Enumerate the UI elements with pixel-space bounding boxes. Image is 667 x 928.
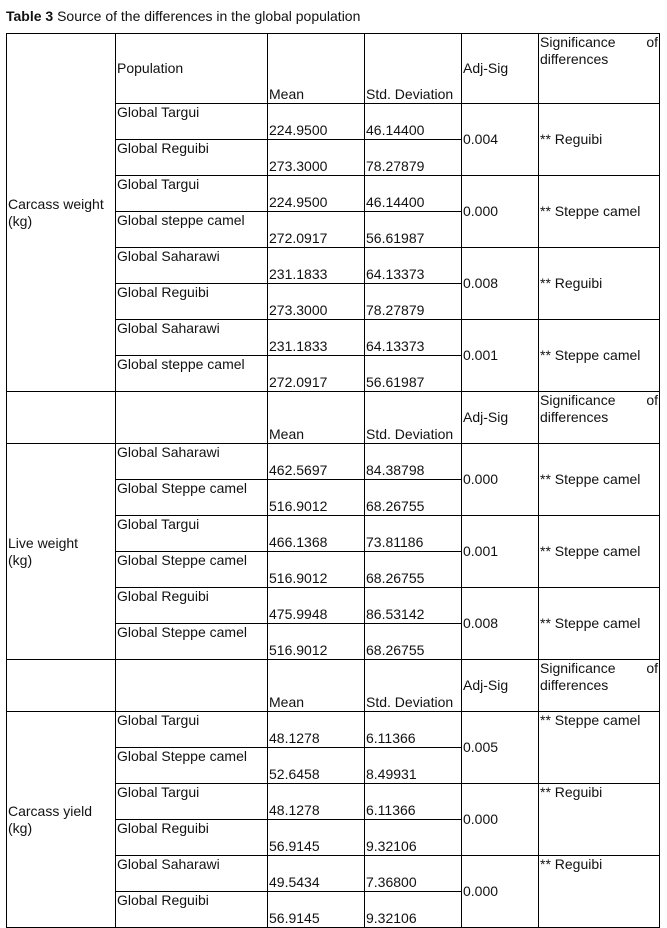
significance-header-word: Significance [540,392,616,408]
mean-cell: 462.5697 [268,444,365,480]
std-cell: 68.26755 [365,624,462,660]
significance-header-differences: differences [540,51,609,67]
adj-sig-header: Adj-Sig [462,660,539,712]
std-cell: 9.32106 [365,820,462,856]
adj-sig-cell: 0.001 [462,516,539,588]
population-cell: Global Steppe camel [116,748,268,784]
significance-header-of: of [646,34,658,50]
std-cell: 64.13373 [365,248,462,284]
mean-cell: 516.9012 [268,624,365,660]
header-row [7,660,660,712]
adj-sig-cell: 0.000 [462,856,539,928]
table-row [7,712,660,748]
population-cell: Global Saharawi [116,856,268,892]
significance-cell: ** Steppe camel [539,588,660,660]
adj-sig-cell: 0.000 [462,784,539,856]
mean-cell: 231.1833 [268,248,365,284]
adj-sig-header: Adj-Sig [462,392,539,444]
population-cell: Global steppe camel [116,212,268,248]
std-cell: 9.32106 [365,892,462,928]
adj-sig-cell: 0.000 [462,176,539,248]
population-cell: Global Steppe camel [116,480,268,516]
mean-cell: 273.3000 [268,140,365,176]
mean-cell: 272.0917 [268,356,365,392]
std-header: Std. Deviation [365,34,462,104]
std-cell: 78.27879 [365,140,462,176]
mean-cell: 49.5434 [268,856,365,892]
std-cell: 68.26755 [365,552,462,588]
section-label [7,712,116,928]
significance-header-cell [539,34,660,104]
mean-cell: 48.1278 [268,784,365,820]
std-cell: 56.61987 [365,212,462,248]
population-cell: Global Reguibi [116,140,268,176]
std-cell: 56.61987 [365,356,462,392]
mean-cell: 56.9145 [268,892,365,928]
adj-sig-cell: 0.001 [462,320,539,392]
section-label-line1: Carcass yield [8,802,93,819]
significance-cell: ** Reguibi [539,104,660,176]
std-cell: 6.11366 [365,712,462,748]
section-label-line2: (kg) [8,819,33,836]
mean-cell: 466.1368 [268,516,365,552]
std-cell: 68.26755 [365,480,462,516]
results-table [6,33,660,928]
section-label-line2: (kg) [8,212,33,229]
mean-cell: 272.0917 [268,212,365,248]
std-cell: 84.38798 [365,444,462,480]
std-cell: 46.14400 [365,104,462,140]
significance-cell: ** Reguibi [539,784,660,856]
std-header: Std. Deviation [365,660,462,712]
table-row [7,444,660,480]
significance-header-word: Significance [540,34,616,50]
significance-header-differences: differences [540,409,609,425]
significance-header-word: Significance [540,660,616,676]
population-cell: Global Steppe camel [116,624,268,660]
significance-header-cell [539,392,660,444]
mean-cell: 224.9500 [268,104,365,140]
significance-header-of: of [646,660,658,676]
significance-cell: ** Steppe camel [539,712,660,784]
section-label [7,34,116,392]
adj-sig-header: Adj-Sig [462,34,539,104]
std-cell: 6.11366 [365,784,462,820]
mean-cell: 475.9948 [268,588,365,624]
significance-cell: ** Steppe camel [539,516,660,588]
header-row [7,34,660,104]
table-caption [6,8,360,24]
population-cell: Global Targui [116,104,268,140]
std-cell: 86.53142 [365,588,462,624]
population-cell: Global Saharawi [116,444,268,480]
mean-header: Mean [268,392,365,444]
significance-cell: ** Steppe camel [539,444,660,516]
population-cell: Global Steppe camel [116,552,268,588]
section-label [7,444,116,660]
table-caption-text: Source of the differences in the global population [53,8,361,24]
mean-header: Mean [268,660,365,712]
mean-cell: 273.3000 [268,284,365,320]
population-cell: Global Saharawi [116,320,268,356]
mean-header: Mean [268,34,365,104]
population-cell: Global Targui [116,784,268,820]
population-cell: Global Saharawi [116,248,268,284]
significance-header-cell [539,660,660,712]
adj-sig-cell: 0.008 [462,248,539,320]
adj-sig-cell: 0.008 [462,588,539,660]
mean-cell: 516.9012 [268,552,365,588]
significance-cell: ** Steppe camel [539,320,660,392]
std-cell: 46.14400 [365,176,462,212]
blank-cell [116,392,268,444]
mean-cell: 52.6458 [268,748,365,784]
mean-cell: 56.9145 [268,820,365,856]
population-cell: Global Targui [116,176,268,212]
significance-header-of: of [646,392,658,408]
adj-sig-cell: 0.000 [462,444,539,516]
population-cell: Global Reguibi [116,588,268,624]
significance-header-differences: differences [540,677,609,693]
blank-cell [7,660,116,712]
blank-cell [116,660,268,712]
mean-cell: 516.9012 [268,480,365,516]
significance-cell: ** Reguibi [539,248,660,320]
blank-cell [7,392,116,444]
table-caption-label: Table 3 [6,8,54,24]
adj-sig-cell: 0.004 [462,104,539,176]
std-cell: 64.13373 [365,320,462,356]
population-cell: Global Reguibi [116,284,268,320]
std-header: Std. Deviation [365,392,462,444]
std-cell: 7.36800 [365,856,462,892]
std-cell: 78.27879 [365,284,462,320]
population-cell: Global Reguibi [116,892,268,928]
significance-cell: ** Steppe camel [539,176,660,248]
mean-cell: 224.9500 [268,176,365,212]
std-cell: 73.81186 [365,516,462,552]
section-label-line1: Live weight [8,534,79,551]
population-cell: Global Targui [116,516,268,552]
population-cell: Global Reguibi [116,820,268,856]
header-row [7,392,660,444]
mean-cell: 48.1278 [268,712,365,748]
adj-sig-cell: 0.005 [462,712,539,784]
significance-cell: ** Reguibi [539,856,660,928]
population-cell: Global steppe camel [116,356,268,392]
mean-cell: 231.1833 [268,320,365,356]
population-header: Population [116,34,268,104]
std-cell: 8.49931 [365,748,462,784]
section-label-line2: (kg) [8,551,33,568]
section-label-line1: Carcass weight [8,195,104,212]
population-cell: Global Targui [116,712,268,748]
